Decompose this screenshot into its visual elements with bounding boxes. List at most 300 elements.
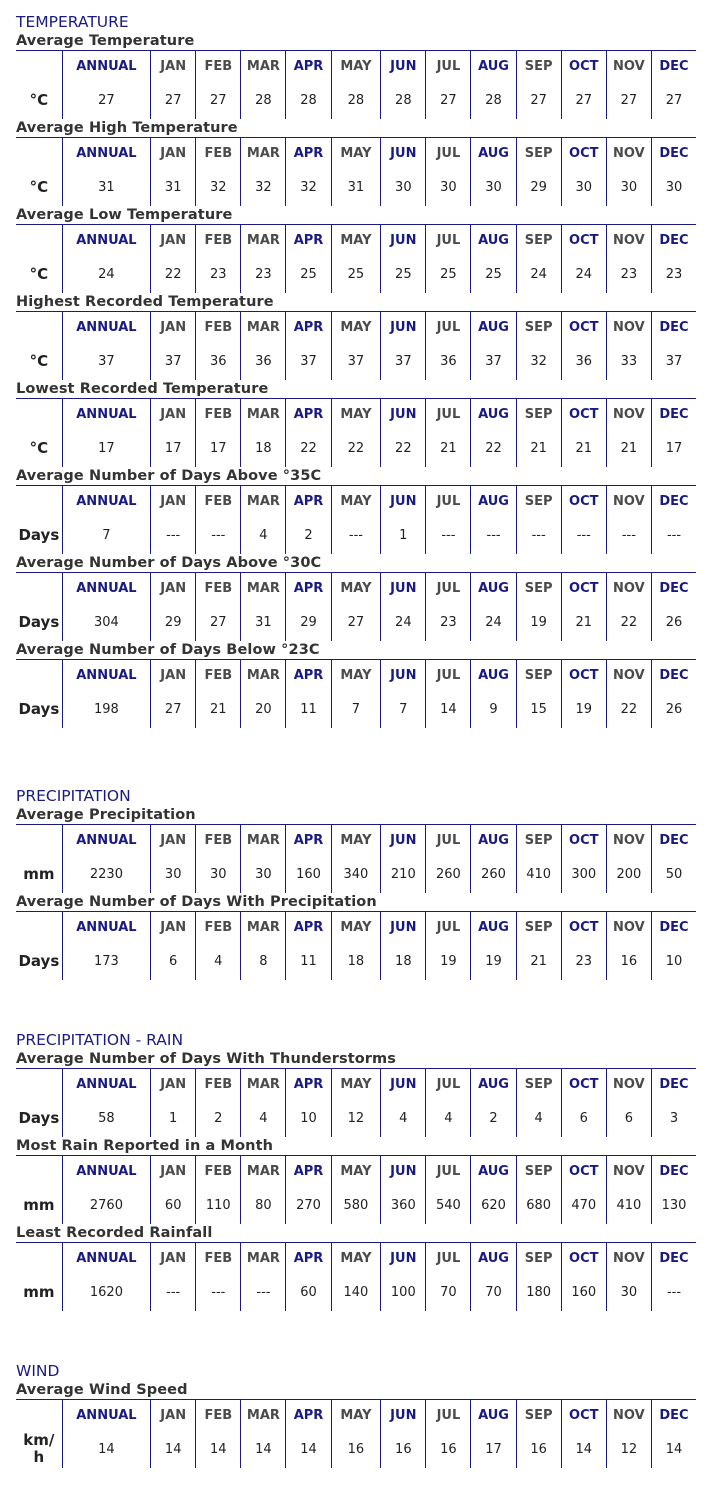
month-header: JAN (160, 58, 187, 74)
month-header: JUN (390, 1076, 417, 1092)
unit-column (16, 660, 62, 728)
month-column (240, 486, 285, 554)
value-cell: 300 (571, 866, 597, 882)
month-header: FEB (204, 319, 233, 335)
value-cell: 37 (300, 353, 317, 369)
value-cell: 37 (665, 353, 683, 369)
month-column (240, 573, 285, 641)
value-cell: 27 (210, 92, 227, 108)
month-column (150, 51, 195, 119)
unit-label: mm (23, 1282, 55, 1301)
value-cell: 30 (485, 179, 502, 195)
month-column (150, 912, 195, 980)
value-cell: 19 (440, 953, 457, 969)
month-header: AUG (478, 667, 509, 683)
unit-column (16, 138, 62, 206)
month-header: SEP (524, 319, 553, 335)
value-cell: 25 (395, 266, 412, 282)
month-header: APR (293, 145, 324, 161)
value-cell: 198 (94, 701, 119, 717)
section-precipitation (16, 786, 696, 980)
month-column (606, 312, 651, 380)
table-title: Average Temperature (16, 32, 696, 51)
month-header: JUL (436, 319, 461, 335)
value-cell: --- (531, 527, 546, 543)
month-column (425, 312, 470, 380)
value-cell: 28 (395, 92, 412, 108)
month-column (62, 1400, 150, 1468)
unit-header-spacer (16, 1156, 62, 1186)
month-header: NOV (613, 919, 645, 935)
month-header: JUN (390, 580, 417, 596)
climate-table (16, 641, 696, 728)
value-cell: 36 (440, 353, 457, 369)
value-cell: 24 (98, 266, 115, 282)
value-cell: 30 (164, 866, 182, 882)
month-column (240, 1243, 285, 1311)
month-header: SEP (524, 919, 553, 935)
value-cell: 4 (399, 1110, 408, 1126)
value-cell: 1620 (89, 1284, 123, 1300)
month-header: MAR (246, 1163, 280, 1179)
month-column (470, 1400, 515, 1468)
month-column (285, 912, 330, 980)
month-column (470, 312, 515, 380)
section-gap (16, 980, 696, 1030)
unit-column (16, 1400, 62, 1468)
value-cell: 340 (343, 866, 369, 882)
unit-header-spacer (16, 825, 62, 855)
unit-column (16, 825, 62, 893)
month-column (380, 912, 425, 980)
month-header: JUL (436, 58, 461, 74)
value-cell: 270 (296, 1197, 321, 1213)
month-header: AUG (478, 1407, 509, 1423)
table-grid (16, 1243, 696, 1311)
value-cell: 14 (164, 1441, 182, 1457)
value-cell: 60 (300, 1284, 317, 1300)
value-cell: 6 (169, 953, 178, 969)
value-cell: 37 (395, 353, 412, 369)
value-cell: 4 (214, 953, 223, 969)
value-cell: 2 (304, 527, 313, 543)
month-column (561, 51, 606, 119)
month-header: ANNUAL (76, 1163, 137, 1179)
value-cell: 16 (347, 1441, 365, 1457)
value-cell: 540 (436, 1197, 461, 1213)
climate-table (16, 893, 696, 980)
section-title: WIND (16, 1362, 60, 1380)
value-cell: 17 (210, 440, 227, 456)
month-header: NOV (613, 1076, 645, 1092)
value-cell: 14 (440, 701, 457, 717)
month-column (606, 1400, 651, 1468)
unit-label: km/ h (23, 1431, 55, 1466)
month-column (561, 1243, 606, 1311)
month-header: ANNUAL (76, 667, 137, 683)
value-cell: 37 (347, 353, 365, 369)
month-column (425, 399, 470, 467)
month-header: JAN (160, 232, 187, 248)
month-column (516, 825, 561, 893)
month-header: OCT (569, 1076, 599, 1092)
section-gap (16, 1311, 696, 1361)
table-grid (16, 573, 696, 641)
month-column (150, 312, 195, 380)
month-header: NOV (613, 232, 645, 248)
month-header: JUL (436, 145, 461, 161)
month-column (516, 486, 561, 554)
climate-table (16, 119, 696, 206)
value-cell: 14 (98, 1441, 115, 1457)
table-grid (16, 138, 696, 206)
table-grid (16, 1400, 696, 1468)
value-cell: 19 (575, 701, 593, 717)
month-header: FEB (204, 919, 233, 935)
month-header: JUL (436, 232, 461, 248)
value-cell: 4 (259, 527, 268, 543)
table-title: Average Number of Days With Precipitation (16, 893, 696, 912)
table-title: Average Number of Days Above °35C (16, 467, 696, 486)
month-header: JUN (390, 232, 417, 248)
unit-label: °C (29, 177, 49, 196)
unit-header-spacer (16, 312, 62, 342)
value-cell: 30 (620, 1284, 638, 1300)
month-column (651, 1156, 696, 1224)
value-cell: 14 (210, 1441, 227, 1457)
value-cell: 33 (620, 353, 638, 369)
value-cell: 23 (255, 266, 272, 282)
month-header: FEB (204, 1250, 233, 1266)
climate-table (16, 1050, 696, 1137)
month-column (516, 1156, 561, 1224)
value-cell: 17 (665, 440, 683, 456)
month-header: FEB (204, 667, 233, 683)
month-column (195, 1400, 240, 1468)
value-cell: 14 (665, 1441, 683, 1457)
month-header: SEP (524, 58, 553, 74)
month-header: MAY (340, 1407, 372, 1423)
month-header: JUN (390, 832, 417, 848)
value-cell: 24 (575, 266, 593, 282)
value-cell: --- (211, 527, 226, 543)
month-column (150, 825, 195, 893)
month-header: SEP (524, 580, 553, 596)
month-header: OCT (569, 232, 599, 248)
month-header: JUL (436, 1076, 461, 1092)
value-cell: 32 (530, 353, 547, 369)
value-cell: 21 (530, 953, 547, 969)
month-column (470, 1156, 515, 1224)
month-column (380, 1400, 425, 1468)
month-header: MAR (246, 1076, 280, 1092)
value-cell: --- (166, 1284, 181, 1300)
value-cell: 260 (481, 866, 506, 882)
month-column (62, 399, 150, 467)
month-header: JUN (390, 58, 417, 74)
month-column (380, 1069, 425, 1137)
month-header: OCT (569, 319, 599, 335)
month-column (380, 138, 425, 206)
month-column (240, 138, 285, 206)
month-column (606, 660, 651, 728)
month-header: JUN (390, 1250, 417, 1266)
value-cell: 27 (440, 92, 457, 108)
value-cell: 11 (300, 701, 317, 717)
table-grid (16, 912, 696, 980)
month-header: NOV (613, 145, 645, 161)
value-cell: 14 (255, 1441, 272, 1457)
value-cell: 140 (343, 1284, 369, 1300)
value-cell: 24 (485, 614, 502, 630)
month-column (606, 1156, 651, 1224)
value-cell: 7 (351, 701, 361, 717)
value-cell: 14 (575, 1441, 593, 1457)
value-cell: 14 (300, 1441, 317, 1457)
value-cell: 24 (395, 614, 412, 630)
month-column (516, 912, 561, 980)
value-cell: 37 (164, 353, 182, 369)
month-header: NOV (613, 493, 645, 509)
value-cell: 110 (205, 1197, 231, 1213)
month-column (606, 573, 651, 641)
month-header: MAR (246, 580, 280, 596)
month-column (240, 1400, 285, 1468)
month-column (380, 312, 425, 380)
month-header: AUG (478, 919, 509, 935)
value-cell: 27 (164, 92, 182, 108)
value-cell: 16 (395, 1441, 412, 1457)
value-cell: 31 (98, 179, 115, 195)
table-grid (16, 1156, 696, 1224)
month-column (561, 225, 606, 293)
unit-column (16, 1243, 62, 1311)
month-header: APR (293, 58, 324, 74)
month-column (561, 399, 606, 467)
month-header: NOV (613, 319, 645, 335)
month-header: MAR (246, 232, 280, 248)
value-cell: 23 (620, 266, 638, 282)
value-cell: 37 (98, 353, 115, 369)
month-header: JAN (160, 319, 187, 335)
month-header: MAR (246, 58, 280, 74)
value-cell: 17 (164, 440, 182, 456)
table-title: Most Rain Reported in a Month (16, 1137, 696, 1156)
month-header: APR (293, 493, 324, 509)
value-cell: 31 (255, 614, 272, 630)
month-header: JUN (390, 1163, 417, 1179)
month-header: ANNUAL (76, 406, 137, 422)
value-cell: 2 (489, 1110, 498, 1126)
month-header: AUG (478, 232, 509, 248)
month-header: DEC (659, 1407, 689, 1423)
month-header: DEC (659, 832, 689, 848)
value-cell: 80 (255, 1197, 272, 1213)
value-cell: 304 (94, 614, 119, 630)
month-header: SEP (524, 145, 553, 161)
value-cell: 24 (530, 266, 547, 282)
month-header: APR (293, 232, 324, 248)
value-cell: 25 (440, 266, 457, 282)
month-header: ANNUAL (76, 232, 137, 248)
month-column (516, 660, 561, 728)
table-grid (16, 486, 696, 554)
value-cell: 27 (98, 92, 115, 108)
month-header: JAN (160, 667, 187, 683)
month-header: ANNUAL (76, 1407, 137, 1423)
month-header: APR (293, 919, 324, 935)
climate-table (16, 1381, 696, 1468)
month-header: JAN (160, 919, 187, 935)
value-cell: --- (486, 527, 501, 543)
month-column (561, 573, 606, 641)
month-header: ANNUAL (76, 580, 137, 596)
month-header: NOV (613, 1407, 645, 1423)
unit-header-spacer (16, 51, 62, 81)
month-header: DEC (659, 1163, 689, 1179)
value-cell: 30 (255, 866, 272, 882)
month-header: AUG (478, 580, 509, 596)
month-header: ANNUAL (76, 319, 137, 335)
value-cell: 30 (440, 179, 457, 195)
month-column (62, 660, 150, 728)
month-column (331, 825, 381, 893)
value-cell: 2230 (89, 866, 123, 882)
month-column (240, 1156, 285, 1224)
value-cell: --- (441, 527, 456, 543)
month-column (516, 573, 561, 641)
value-cell: 21 (210, 701, 227, 717)
month-header: DEC (659, 1250, 689, 1266)
month-column (561, 312, 606, 380)
value-cell: 70 (485, 1284, 502, 1300)
value-cell: 60 (164, 1197, 182, 1213)
month-column (470, 1069, 515, 1137)
month-header: DEC (659, 145, 689, 161)
month-column (380, 486, 425, 554)
month-column (240, 1069, 285, 1137)
value-cell: 27 (164, 701, 182, 717)
month-header: MAY (340, 232, 372, 248)
month-column (516, 312, 561, 380)
month-header: APR (293, 1163, 324, 1179)
month-header: FEB (204, 145, 233, 161)
month-column (240, 399, 285, 467)
table-grid (16, 1069, 696, 1137)
month-column (516, 1069, 561, 1137)
month-column (425, 912, 470, 980)
value-cell: 7 (399, 701, 408, 717)
month-header: MAR (246, 1407, 280, 1423)
value-cell: 37 (485, 353, 502, 369)
month-header: SEP (524, 1407, 553, 1423)
value-cell: 17 (98, 440, 115, 456)
month-header: MAY (340, 406, 372, 422)
month-header: JAN (160, 145, 187, 161)
value-cell: 30 (395, 179, 412, 195)
month-column (150, 1156, 195, 1224)
climate-table (16, 806, 696, 893)
month-header: DEC (659, 493, 689, 509)
value-cell: 2 (214, 1110, 223, 1126)
month-column (516, 138, 561, 206)
month-column (606, 486, 651, 554)
value-cell: 19 (530, 614, 547, 630)
value-cell: 32 (255, 179, 272, 195)
month-header: JUL (436, 919, 461, 935)
month-column (651, 399, 696, 467)
value-cell: 36 (210, 353, 227, 369)
month-header: NOV (613, 58, 645, 74)
value-cell: --- (666, 527, 682, 543)
month-header: NOV (613, 1250, 645, 1266)
value-cell: --- (256, 1284, 271, 1300)
month-column (331, 486, 381, 554)
month-column (195, 138, 240, 206)
month-header: FEB (204, 493, 233, 509)
month-header: ANNUAL (76, 1076, 137, 1092)
month-column (561, 1069, 606, 1137)
month-column (425, 1069, 470, 1137)
value-cell: 36 (255, 353, 272, 369)
value-cell: 7 (102, 527, 111, 543)
month-column (470, 399, 515, 467)
unit-label: °C (29, 264, 49, 283)
month-column (606, 825, 651, 893)
value-cell: 26 (665, 614, 683, 630)
month-column (425, 138, 470, 206)
value-cell: 1 (169, 1110, 178, 1126)
month-header: DEC (659, 1076, 689, 1092)
month-header: MAY (340, 145, 372, 161)
month-column (285, 1400, 330, 1468)
value-cell: 30 (575, 179, 593, 195)
month-header: APR (293, 319, 324, 335)
unit-column (16, 51, 62, 119)
month-column (470, 573, 515, 641)
month-header: APR (293, 1250, 324, 1266)
month-column (516, 225, 561, 293)
month-column (516, 1400, 561, 1468)
month-header: OCT (569, 1163, 599, 1179)
value-cell: 36 (575, 353, 593, 369)
month-column (606, 1243, 651, 1311)
month-header: OCT (569, 145, 599, 161)
month-column (195, 825, 240, 893)
month-header: JAN (160, 493, 187, 509)
climate-table (16, 206, 696, 293)
month-header: AUG (478, 1163, 509, 1179)
unit-header-spacer (16, 486, 62, 516)
table-grid (16, 399, 696, 467)
month-header: JUN (390, 667, 417, 683)
month-column (606, 912, 651, 980)
month-column (470, 912, 515, 980)
value-cell: 3 (669, 1110, 679, 1126)
month-column (331, 399, 381, 467)
month-header: JAN (160, 406, 187, 422)
month-column (331, 660, 381, 728)
month-column (516, 1243, 561, 1311)
unit-header-spacer (16, 573, 62, 603)
value-cell: 28 (347, 92, 365, 108)
value-cell: 410 (526, 866, 552, 882)
unit-label: °C (29, 90, 49, 109)
month-column (285, 399, 330, 467)
month-column (380, 51, 425, 119)
table-title: Least Recorded Rainfall (16, 1224, 696, 1243)
month-header: NOV (613, 406, 645, 422)
